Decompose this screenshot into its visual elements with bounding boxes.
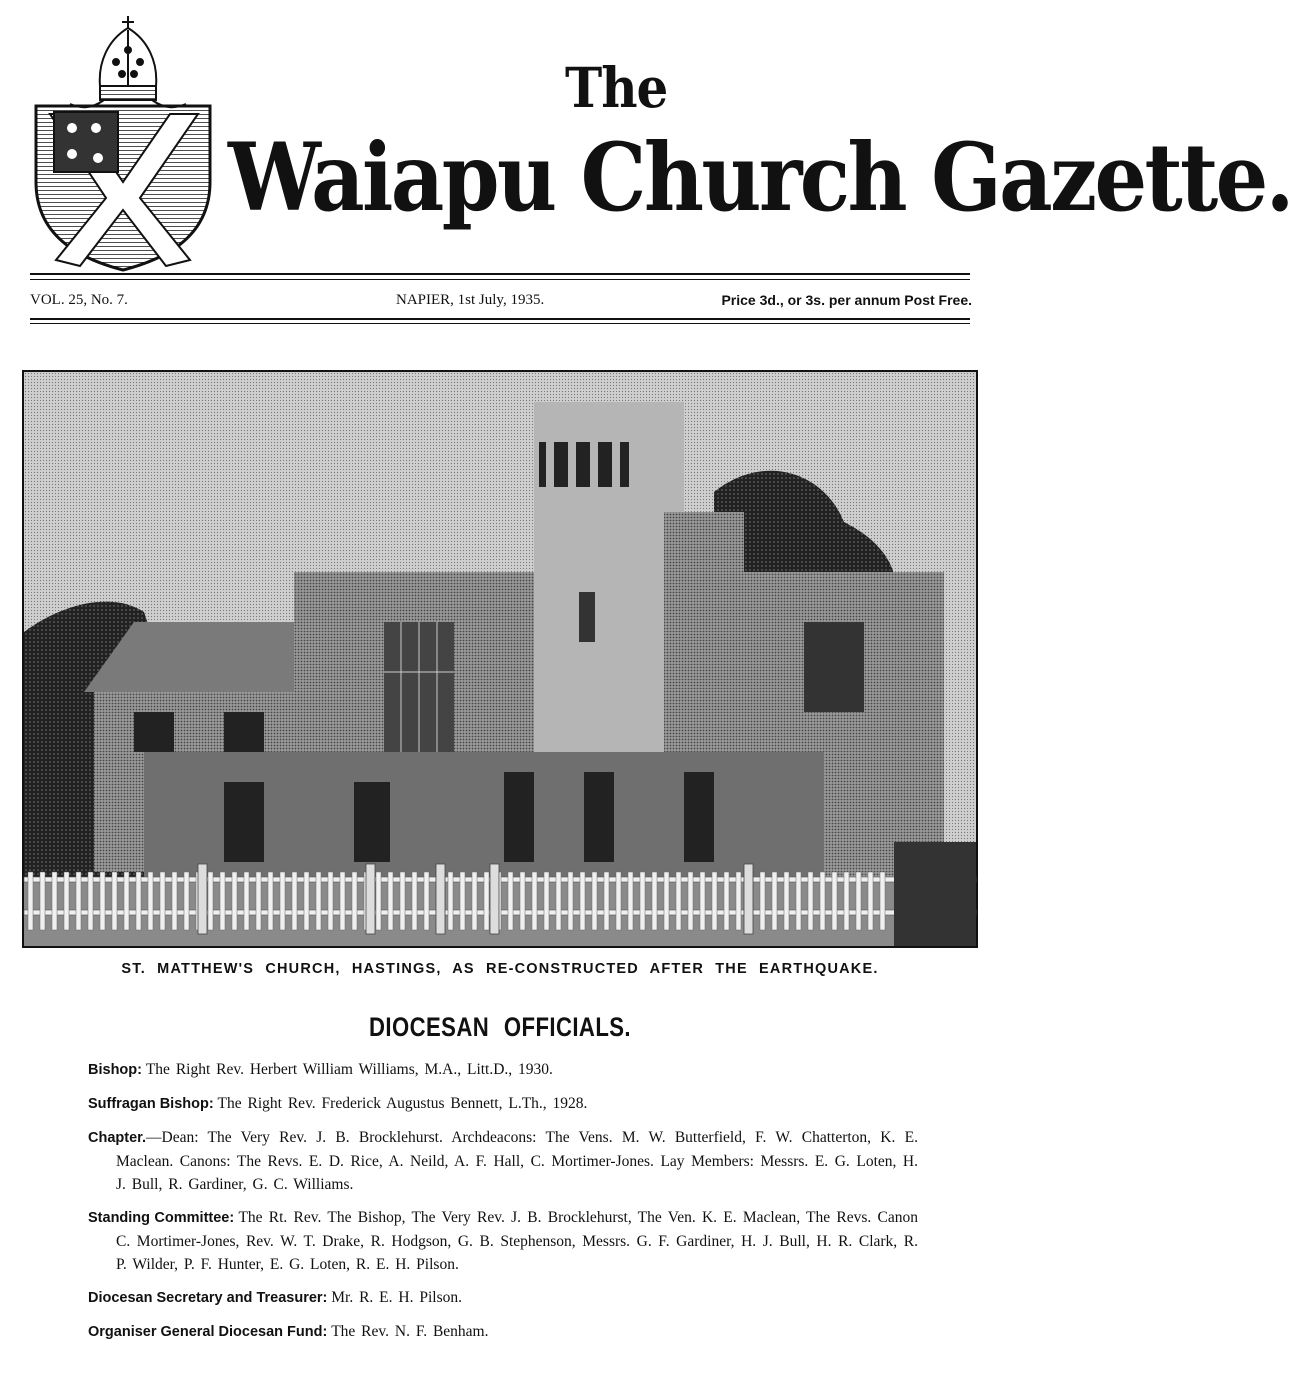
place-date: NAPIER, 1st July, 1935. bbox=[396, 292, 545, 308]
entry-text: —Dean: The Very Rev. J. B. Brocklehurst. Archdeacons: The Vens. M. W. Butterfield, F. W. Chatterton, K. E. Maclean. Canons: The Revs. E. D. Rice, A. Neild, A. F. Hall, C. Mortimer-Jones. Lay Members: Messrs. E. G. Loten, H. J. Bull, R. Gardiner, G. C. Williams. bbox=[116, 1129, 918, 1193]
entry-text: The Rt. Rev. The Bishop, The Very Rev. J. B. Brocklehurst, The Ven. K. E. Maclean, The Revs. Canon C. Mortimer-Jones, Rev. W. T. Drake, R. Hodgson, G. B. Stephenson, Messrs. G. F. Gardiner, H. J. Bull, H. R. Clark, R. P. Wilder, P. F. Hunter, E. G. Loten, R. E. H. Pilson. bbox=[116, 1209, 918, 1273]
section-heading: DIOCESAN OFFICIALS. bbox=[368, 1012, 631, 1042]
officials-list bbox=[88, 1058, 918, 1354]
entry-text: The Right Rev. Frederick Augustus Bennett, L.Th., 1928. bbox=[217, 1095, 588, 1112]
list-item bbox=[88, 1126, 918, 1196]
entry-role: Suffragan Bishop: bbox=[88, 1096, 214, 1112]
list-item bbox=[88, 1092, 918, 1116]
list-item bbox=[88, 1286, 918, 1310]
church-image bbox=[24, 372, 976, 946]
diocesan-crest-icon bbox=[30, 14, 216, 276]
top-rule bbox=[30, 273, 970, 275]
top-rule-thin bbox=[30, 279, 970, 280]
entry-role: Organiser General Diocesan Fund: bbox=[88, 1324, 328, 1340]
church-photograph bbox=[22, 370, 978, 948]
photo-caption: ST. MATTHEW'S CHURCH, HASTINGS, AS RE-CONSTRUCTED AFTER THE EARTHQUAKE. bbox=[121, 961, 879, 977]
entry-text: The Right Rev. Herbert William Williams, M.A., Litt.D., 1930. bbox=[145, 1061, 553, 1078]
masthead-title: Waiapu Church Gazette. bbox=[228, 123, 1292, 233]
issue-line bbox=[30, 292, 972, 316]
bottom-rule-thin bbox=[30, 323, 970, 324]
entry-role: Standing Committee: bbox=[88, 1210, 235, 1226]
list-item bbox=[88, 1206, 918, 1276]
bottom-rule bbox=[30, 318, 970, 320]
price: Price 3d., or 3s. per annum Post Free. bbox=[721, 292, 972, 308]
masthead-the: The bbox=[565, 55, 668, 120]
entry-role: Chapter. bbox=[88, 1130, 147, 1146]
list-item bbox=[88, 1058, 918, 1082]
entry-text: The Rev. N. F. Benham. bbox=[331, 1323, 489, 1340]
list-item bbox=[88, 1320, 918, 1344]
entry-role: Bishop: bbox=[88, 1062, 142, 1078]
entry-role: Diocesan Secretary and Treasurer: bbox=[88, 1290, 328, 1306]
volume-number: VOL. 25, No. 7. bbox=[30, 292, 128, 308]
entry-text: Mr. R. E. H. Pilson. bbox=[331, 1289, 462, 1306]
